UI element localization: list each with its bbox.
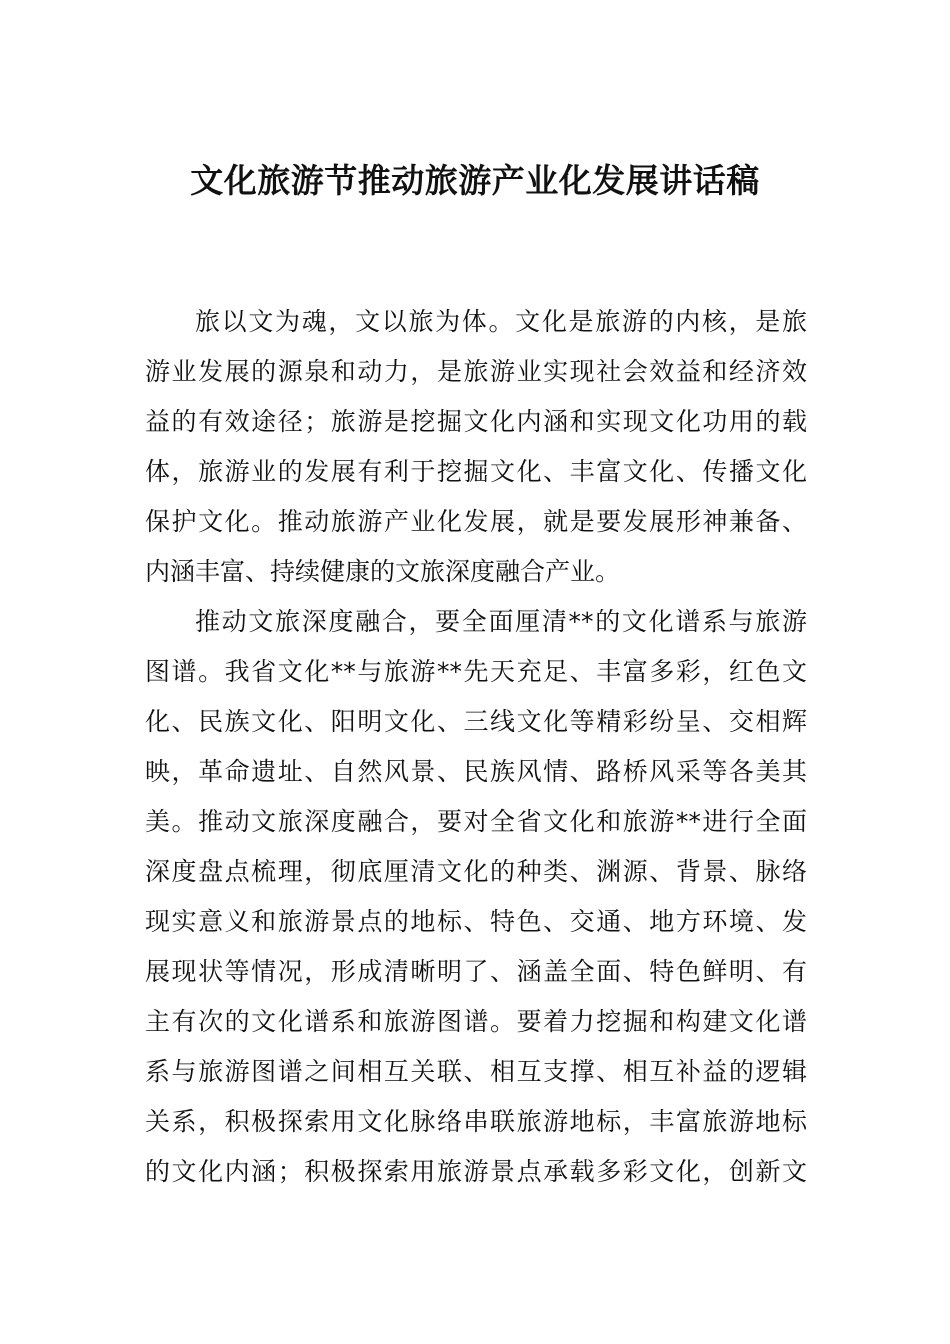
text-line: 推动文旅深度融合，要全面厘清**的文化谱系与旅游 [195, 607, 807, 636]
text-line: 现实意义和旅游景点的地标、特色、交通、地方环境、发 [145, 907, 807, 936]
text-line: 益的有效途径；旅游是挖掘文化内涵和实现文化功用的载 [145, 407, 807, 436]
text-line: 系与旅游图谱之间相互关联、相互支撑、相互补益的逻辑 [145, 1057, 807, 1086]
document-body [145, 297, 807, 1197]
text-line: 旅以文为魂，文以旅为体。文化是旅游的内核，是旅 [195, 307, 807, 336]
text-line: 展现状等情况，形成清晰明了、涵盖全面、特色鲜明、有 [145, 957, 807, 986]
text-line: 化、民族文化、阳明文化、三线文化等精彩纷呈、交相辉 [145, 707, 807, 736]
document-title: 文化旅游节推动旅游产业化发展讲话稿 [190, 161, 760, 200]
text-line: 保护文化。推动旅游产业化发展，就是要发展形神兼备、 [145, 507, 807, 536]
text-line: 主有次的文化谱系和旅游图谱。要着力挖掘和构建文化谱 [145, 1007, 807, 1036]
text-line: 内涵丰富、持续健康的文旅深度融合产业。 [145, 557, 621, 586]
text-line: 美。推动文旅深度融合，要对全省文化和旅游**进行全面 [145, 807, 807, 836]
text-line: 的文化内涵；积极探索用旅游景点承载多彩文化，创新文 [145, 1157, 807, 1186]
text-line: 游业发展的源泉和动力，是旅游业实现社会效益和经济效 [145, 357, 807, 386]
text-line: 图谱。我省文化**与旅游**先天充足、丰富多彩，红色文 [145, 657, 807, 686]
text-line: 关系，积极探索用文化脉络串联旅游地标，丰富旅游地标 [145, 1107, 807, 1136]
paragraph-1 [145, 297, 807, 597]
paragraph-2 [145, 597, 807, 1197]
text-line: 体，旅游业的发展有利于挖掘文化、丰富文化、传播文化 [145, 457, 807, 486]
text-line: 深度盘点梳理，彻底厘清文化的种类、渊源、背景、脉络 [145, 857, 807, 886]
text-line: 映，革命遗址、自然风景、民族风情、路桥风采等各美其 [145, 757, 807, 786]
